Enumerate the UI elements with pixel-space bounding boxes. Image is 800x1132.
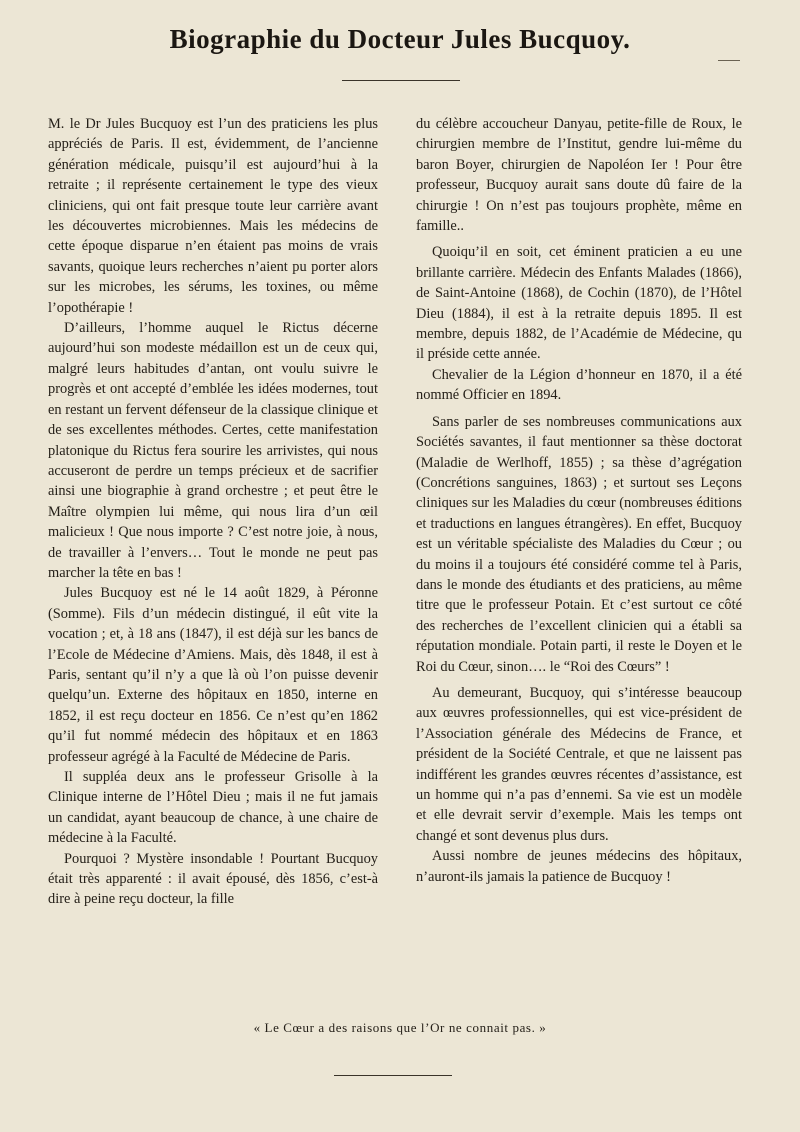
paragraph: Pourquoi ? Mystère insondable ! Pourtant Bucquoy était très apparenté : il avait épousé, dès 1856, c’est-à dire à peine reçu docteur, la fille (48, 850, 378, 908)
title-divider (342, 80, 460, 81)
page-title: Biographie du Docteur Jules Bucquoy. (169, 24, 631, 54)
paragraph: du célèbre accoucheur Danyau, petite-fille de Roux, le chirurgien membre de l’Institut, gendre lui-même du baron Boyer, chirurgien de Napoléon Ier ! Pour être professeur, Bucquoy aurait sans doute dû faire de la chirurgie ! On n’est pas toujours prophète, même en famille.. (416, 116, 742, 235)
paragraph: Au demeurant, Bucquoy, qui s’intéresse beaucoup aux œuvres professionnelles, qui est vice-président de l’Association générale des Médecins de France, et président de la Société Centrale, et que ne laissent pas indifférent les grandes œuvres récentes d’assistance, est un homme qui n’a pas d’ennemi. Sa vie est un modèle et elle devrait servir d’exemple. Mais les temps ont changé et sont devenus plus durs. (416, 684, 742, 844)
left-column (48, 114, 378, 910)
right-column (416, 114, 742, 887)
paragraph: M. le Dr Jules Bucquoy est l’un des praticiens les plus appréciés de Paris. Il est, évidemment, de l’ancienne génération médicale, puisqu’il est aujourd’hui à la retraite ; il représente certainement le type des vieux cliniciens, qui ont fait presque toute leur carrière avant les découvertes microbiennes. Mais les médecins de cette époque disparue n’en étaient pas moins de vrais savants, quoique leurs recherches n’aient pu porter alors sur les microbes, les sérums, les toxines, ou même l’opothérapie ! (48, 116, 378, 316)
paragraph: Aussi nombre de jeunes médecins des hôpitaux, n’auront-ils jamais la patience de Bucquoy ! (416, 848, 742, 885)
paragraph: Sans parler de ses nombreuses communications aux Sociétés savantes, il faut mentionner sa thèse doctorat (Maladie de Werlhoff, 1855) ; sa thèse d’agrégation (Concrétions sanguines, 1863) ; et surtout ses Leçons cliniques sur les Maladies du cœur (nombreuses éditions et traductions en langues étrangères). En effet, Bucquoy est un véritable spécialiste des Maladies du Cœur ; ou du moins il a toujours été considéré comme tel à Paris, dans le monde des étudiants et des praticiens, au même titre que le professeur Potain. Et c’est surtout ce côté des recherches de l’excellent clinicien qui a établi sa réputation mondiale. Potain parti, il reste le Doyen et le Roi du Cœur, sinon…. le “Roi des Cœurs” ! (416, 413, 742, 675)
paragraph: Chevalier de la Légion d’honneur en 1870, il a été nommé Officier en 1894. (416, 366, 742, 404)
paragraph: D’ailleurs, l’homme auquel le Rictus décerne aujourd’hui son modeste médaillon est un de ceux qui, malgré leurs habitudes d’antan, ont voulu suivre le progrès et ont accepté d’emblée les idées modernes, tout en restant un fervent défenseur de la classique clinique et de ses excellentes méthodes. Certes, cette manifestation platonique du Rictus fera sourire les arrivistes, qui nous accuseront de perdre un temps précieux et de sacrifier ainsi une biographie à grand orchestre ; et peut être le Maître olympien lui même, qui nous lira d’un œil malicieux ! Que nous importe ? C’est notre joie, à nous, de travailler à l’envers… Tout le monde ne peut pas marcher la tête en bas ! (48, 320, 378, 581)
bottom-divider (334, 1075, 452, 1076)
corner-mark (718, 60, 740, 61)
paragraph: Il suppléa deux ans le professeur Grisolle à la Clinique interne de l’Hôtel Dieu ; mais il ne fut jamais un candidat, ayant beaucoup de chance, à une chaire de médecine à la Faculté. (48, 769, 378, 847)
paragraph: Jules Bucquoy est né le 14 août 1829, à Péronne (Somme). Fils d’un médecin distingué, il eût vite la vocation ; et, à 18 ans (1847), il est déjà sur les bancs de l’Ecole de Médecine d’Amiens. Mais, dès 1848, il est à Paris, sentant qu’il n’y a que là où l’on puisse devenir quelqu’un. Externe des hôpitaux en 1850, interne en 1852, il est reçu docteur en 1856. Ce n’est qu’en 1862 qu’il fut nommé médecin des hôpitaux et en 1863 professeur agrégé à la Faculté de Médecine de Paris. (48, 585, 378, 765)
closing-quote: « Le Cœur a des raisons que l’Or ne connait pas. » (253, 1020, 547, 1035)
paragraph: Quoiqu’il en soit, cet éminent praticien a eu une brillante carrière. Médecin des Enfants Malades (1866), de Saint-Antoine (1868), de Cochin (1870), de l’Hôtel Dieu (1884), il est à la retraite depuis 1895. Il est membre, depuis 1882, de l’Académie de Médecine, qu il préside cette année. (416, 244, 742, 363)
